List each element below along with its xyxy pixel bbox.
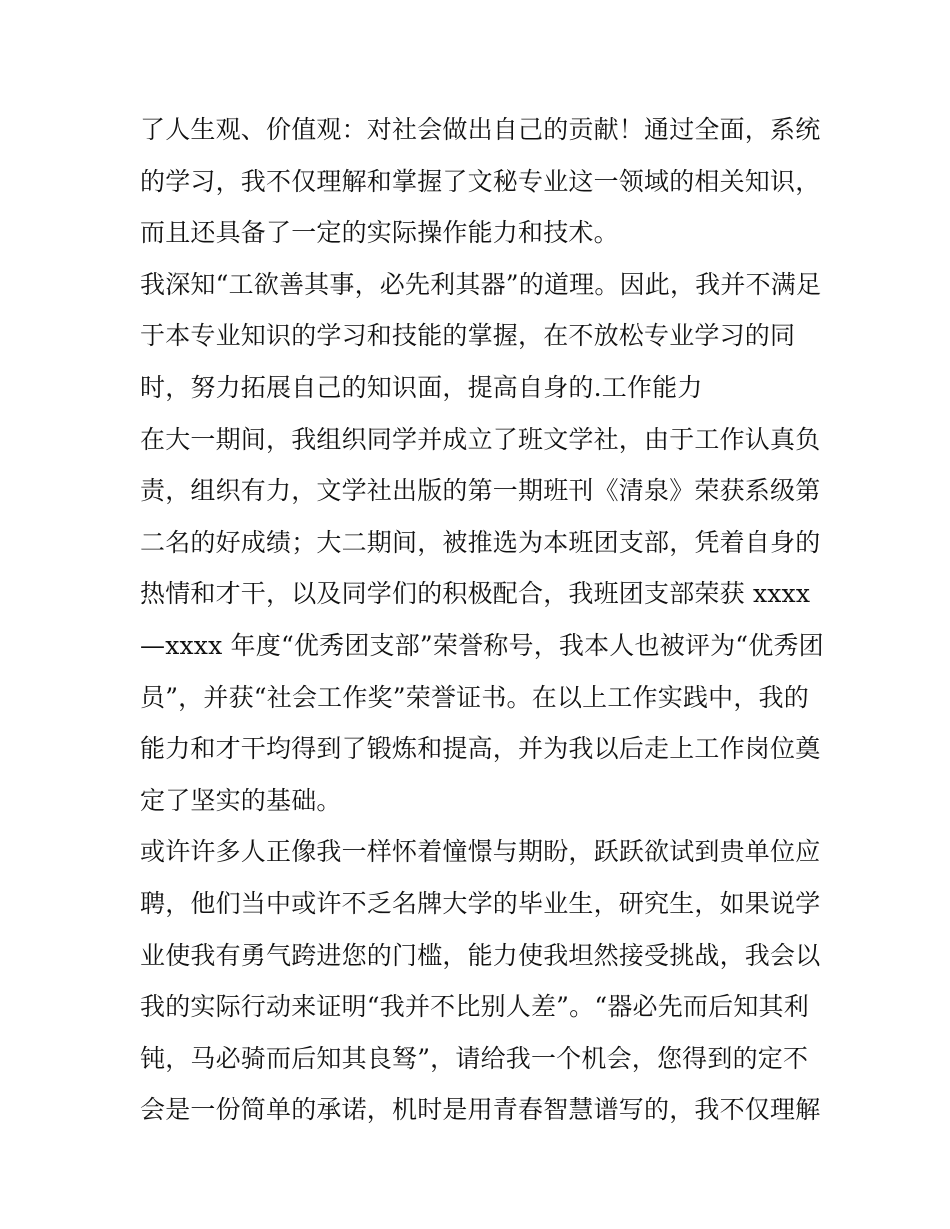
text-line: 业使我有勇气跨进您的门槛，能力使我坦然接受挑战，我会以 — [140, 940, 821, 970]
text-line: —xxxx 年度“优秀团支部”荣誉称号，我本人也被评为“优秀团 — [140, 630, 824, 660]
text-line: 二名的好成绩；大二期间，被推选为本班团支部，凭着自身的 — [140, 527, 821, 557]
text-line: 钝，马必骑而后知其良驽”，请给我一个机会，您得到的定不 — [140, 1043, 809, 1073]
text-line: 而且还具备了一定的实际操作能力和技术。 — [140, 218, 619, 248]
text-line: 了人生观、价值观：对社会做出自己的贡献！通过全面，系统 — [140, 115, 821, 144]
text-line: 在大一期间，我组织同学并成立了班文学社，由于工作认真负 — [140, 424, 821, 454]
text-line: 时，努力拓展自己的知识面，提高自身的.工作能力 — [140, 372, 703, 402]
text-line: 能力和才干均得到了锻炼和提高，并为我以后走上工作岗位奠 — [140, 734, 821, 764]
text-line: 责，组织有力，文学社出版的第一期班刊《清泉》荣获系级第 — [140, 476, 821, 506]
text-line: 热情和才干，以及同学们的积极配合，我班团支部荣获 xxxx — [140, 579, 811, 609]
text-line: 或许许多人正像我一样怀着憧憬与期盼，跃跃欲试到贵单位应 — [140, 837, 821, 867]
text-line: 我深知“工欲善其事，必先利其器”的道理。因此，我并不满足 — [140, 269, 822, 299]
body-text — [140, 104, 824, 1136]
text-line: 定了坚实的基础。 — [140, 785, 342, 815]
text-line: 员”，并获“社会工作奖”荣誉证书。在以上工作实践中，我的 — [140, 682, 809, 712]
text-line: 聘，他们当中或许不乏名牌大学的毕业生，研究生，如果说学 — [140, 888, 821, 918]
text-line: 于本专业知识的学习和技能的掌握，在不放松专业学习的同 — [140, 321, 796, 351]
text-line: 的学习，我不仅理解和掌握了文秘专业这一领域的相关知识， — [140, 166, 821, 196]
text-line: 会是一份简单的承诺，机时是用青春智慧谱写的，我不仅理解 — [140, 1095, 821, 1125]
text-line: 我的实际行动来证明“我并不比别人差”。“器必先而后知其利 — [140, 992, 809, 1022]
